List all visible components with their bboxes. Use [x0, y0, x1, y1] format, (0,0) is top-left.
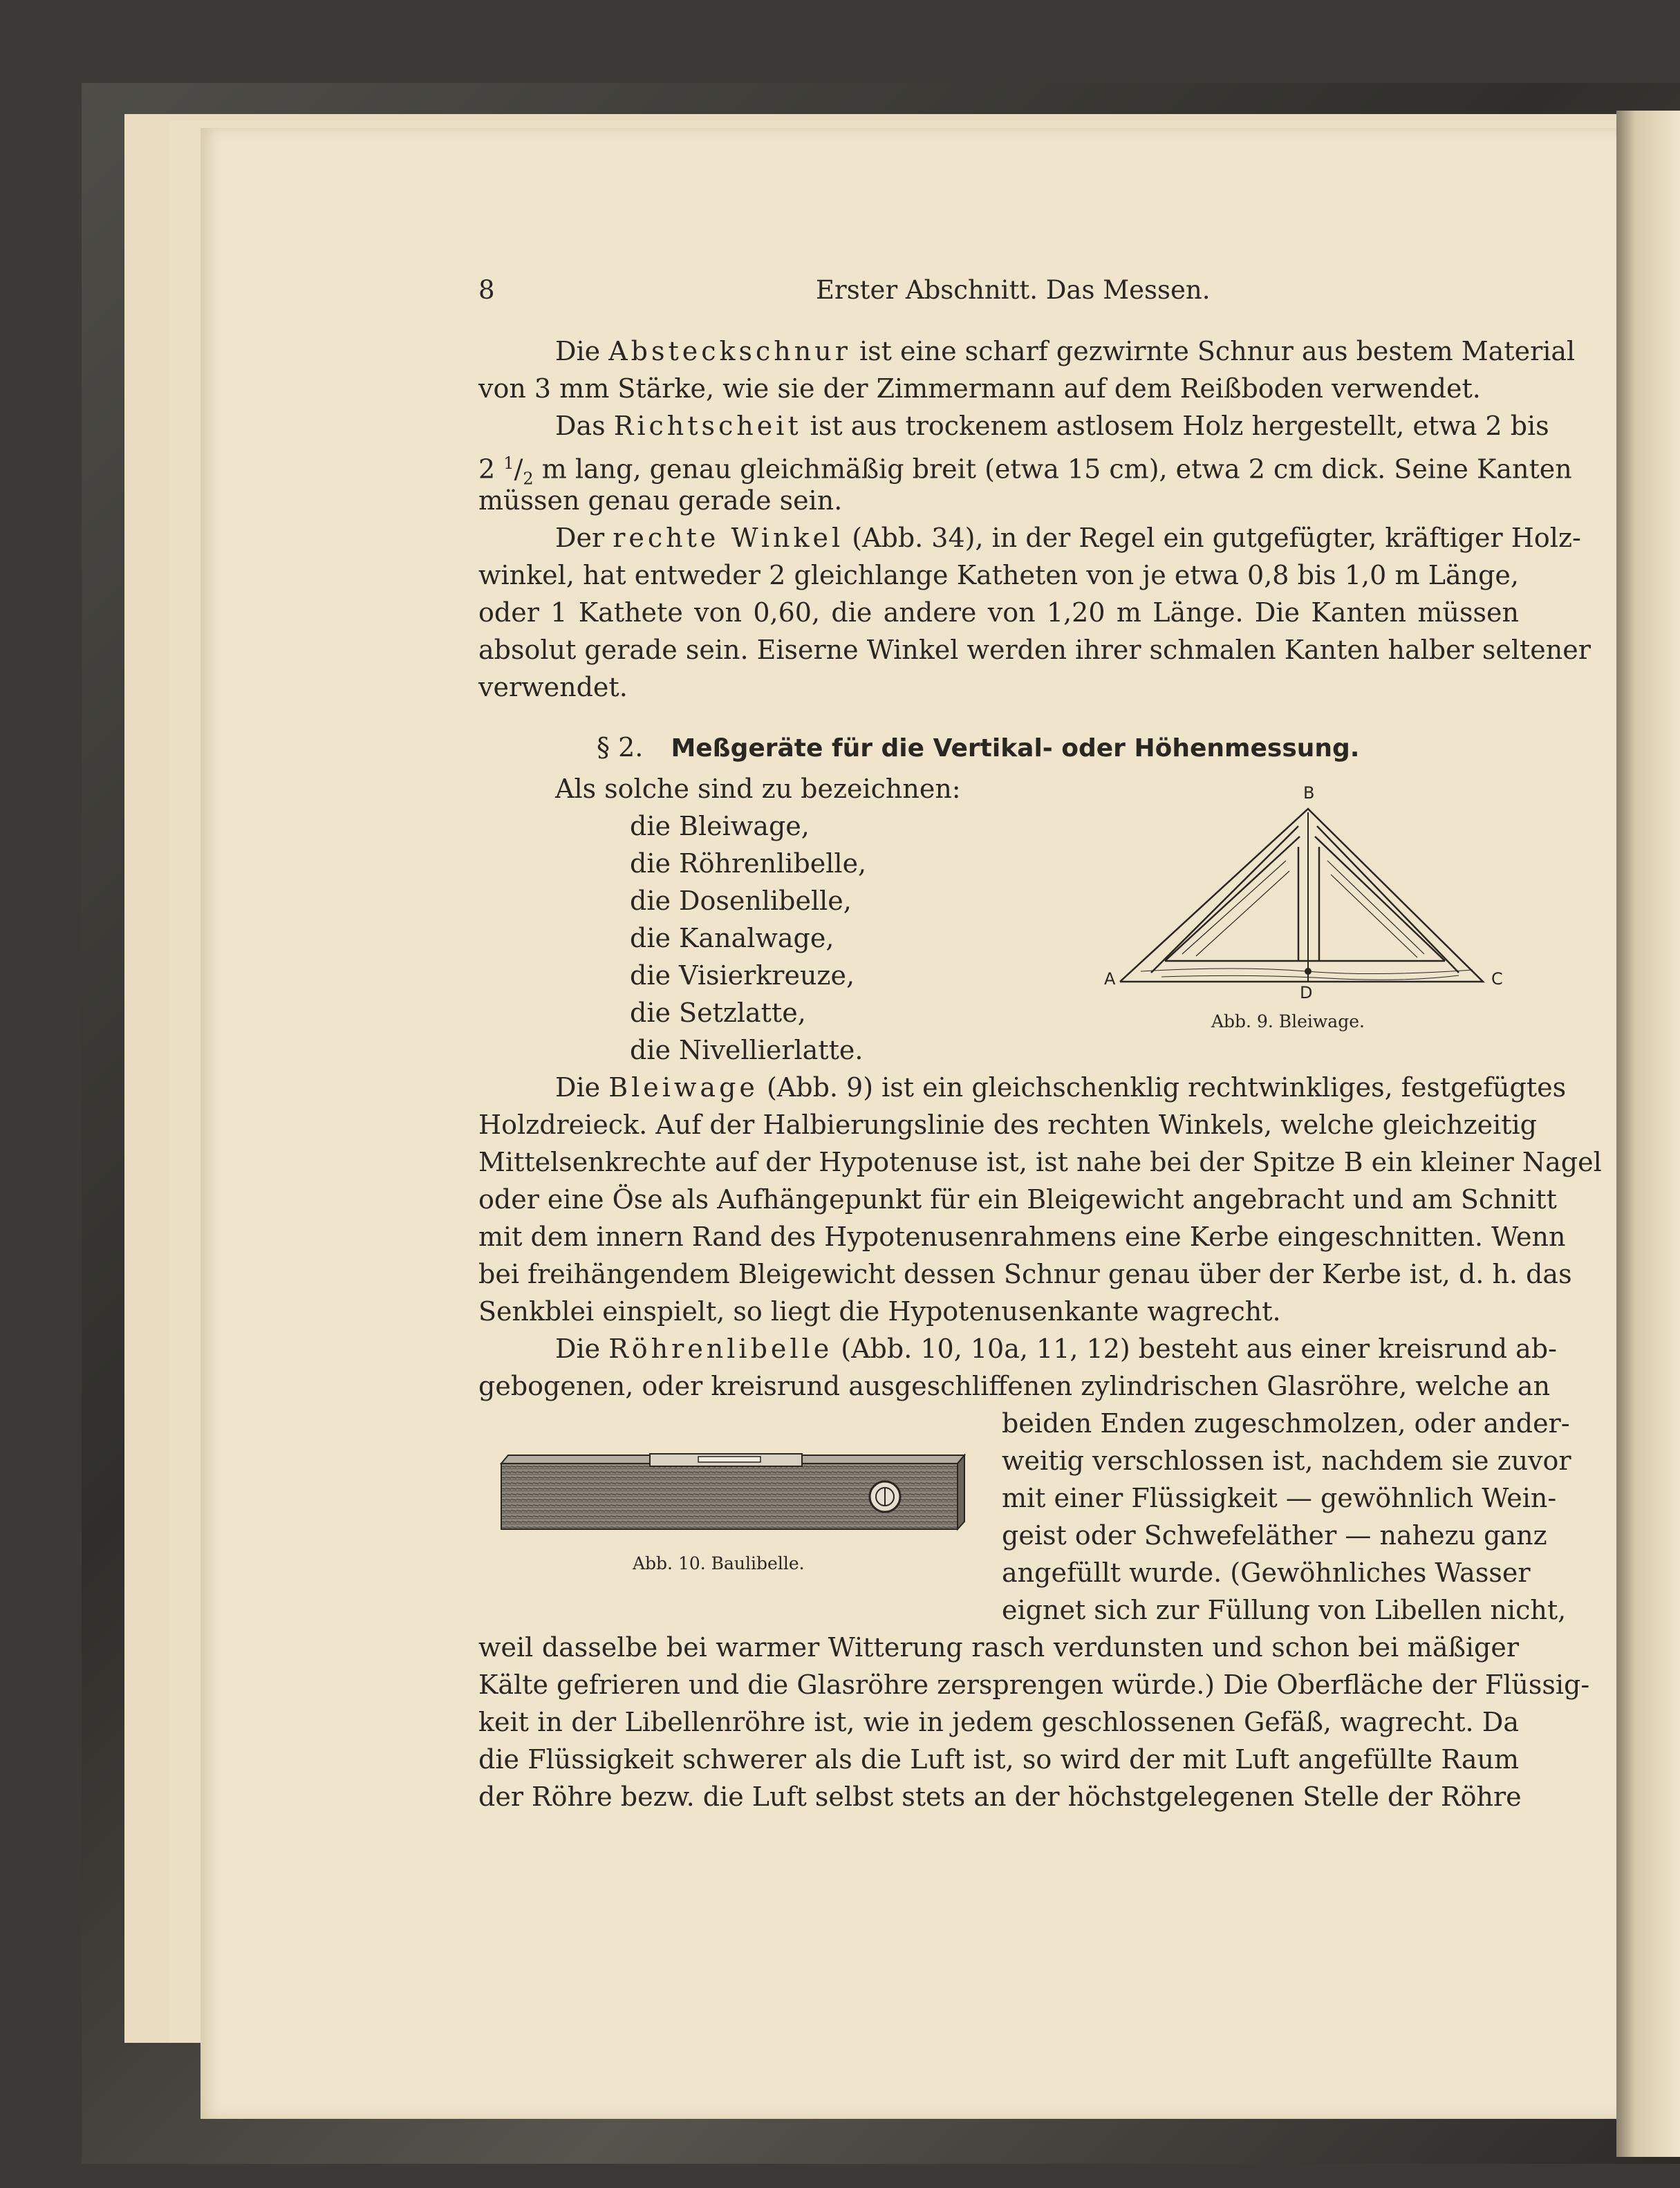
para5-line3: beiden Enden zugeschmolzen, oder ander-	[1002, 1408, 1570, 1439]
para5-line13: der Röhre bezw. die Luft selbst stets an der höchstgelegenen Stelle der Röhre	[478, 1782, 1522, 1812]
para5-line12: die Flüssigkeit schwerer als die Luft ist, so wird der mit Luft angefüllte Raum	[478, 1744, 1519, 1775]
para3-line3: oder 1 Kathete von 0,60, die andere von 1,20 m Länge. Die Kanten müssen	[478, 597, 1519, 628]
triangle-outline	[1120, 809, 1483, 982]
para5-line5: mit einer Flüssigkeit — gewöhnlich Wein-	[1002, 1483, 1557, 1513]
term-richtscheit: Richtscheit	[613, 411, 802, 441]
para4-line7: Senkblei einspielt, so liegt die Hypotenusenkante wagrecht.	[478, 1296, 1281, 1327]
intro-line: Als solche sind zu bezeichnen:	[555, 774, 961, 804]
para4-line1: Die Bleiwage (Abb. 9) ist ein gleichschenklig rechtwinkliges, festgefügtes	[555, 1072, 1567, 1103]
list-item: die Setzlatte,	[630, 998, 806, 1028]
section-title: Meßgeräte für die Vertikal- oder Höhenmessung.	[671, 734, 1360, 763]
para3-line2: winkel, hat entweder 2 gleichlange Katheten von je etwa 0,8 bis 1,0 m Länge,	[478, 560, 1519, 590]
para5-line4: weitig verschlossen ist, nachdem sie zuvor	[1002, 1446, 1571, 1476]
list-item: die Nivellierlatte.	[630, 1035, 864, 1065]
para5-line9: weil dasselbe bei warmer Witterung rasch verdunsten und schon bei mäßiger	[478, 1632, 1519, 1663]
figure-10-baulibelle	[494, 1448, 971, 1538]
para5-line2: gebogenen, oder kreisrund ausgeschliffenen zylindrischen Glasröhre, welche an	[478, 1371, 1551, 1401]
para5-line11: keit in der Libellenröhre ist, wie in jedem geschlossenen Gefäß, wagrecht. Da	[478, 1707, 1519, 1737]
para5-line10: Kälte gefrieren und die Glasröhre zersprengen würde.) Die Oberfläche der Flüssig-	[478, 1670, 1590, 1700]
list-item: die Kanalwage,	[630, 923, 834, 953]
para4-line2: Holzdreieck. Auf der Halbierungslinie des rechten Winkels, welche gleichzeitig	[478, 1110, 1537, 1140]
list-item: die Röhrenlibelle,	[630, 848, 867, 879]
page-number: 8	[478, 275, 495, 305]
term-absteckschnur: Absteckschnur	[608, 336, 851, 366]
figure-10-caption: Abb. 10. Baulibelle.	[633, 1553, 805, 1573]
para4-line3: Mittelsenkrechte auf der Hypotenuse ist, ist nahe bei der Spitze B ein kleiner Nagel	[478, 1147, 1602, 1177]
para5-line8: eignet sich zur Füllung von Libellen nicht,	[1002, 1595, 1567, 1625]
section-heading	[597, 729, 1359, 767]
para1-line2: von 3 mm Stärke, wie sie der Zimmermann auf dem Reißboden verwendet.	[478, 373, 1481, 404]
para3-line5: verwendet.	[478, 672, 628, 702]
para4-line4: oder eine Öse als Aufhängepunkt für ein Bleigewicht angebracht und am Schnitt	[478, 1184, 1557, 1215]
plumb-bob	[1305, 968, 1312, 975]
para4-line5: mit dem innern Rand des Hypotenusenrahmens eine Kerbe eingeschnitten. Wenn	[478, 1222, 1566, 1252]
list-item: die Visierkreuze,	[630, 960, 855, 991]
figure-9-bleiwage	[1099, 785, 1514, 1013]
term-bleiwage: Bleiwage	[608, 1072, 758, 1103]
list-item: die Dosenlibelle,	[630, 886, 852, 916]
figure-9-label-b: B	[1303, 783, 1315, 803]
list-item: die Bleiwage,	[630, 811, 810, 841]
figure-9-caption: Abb. 9. Bleiwage.	[1211, 1011, 1365, 1031]
para1-line1: Die Absteckschnur ist eine scharf gezwirnte Schnur aus bestem Material	[555, 336, 1576, 366]
figure-9-label-a: A	[1104, 969, 1116, 989]
para3-line1: Der rechte Winkel (Abb. 34), in der Regel ein gutgefügter, kräftiger Holz-	[555, 523, 1581, 553]
para4-line6: bei freihängendem Bleigewicht dessen Schnur genau über der Kerbe ist, d. h. das	[478, 1259, 1572, 1289]
para5-line6: geist oder Schwefeläther — nahezu ganz	[1002, 1520, 1547, 1551]
para5-line1: Die Röhrenlibelle (Abb. 10, 10a, 11, 12) besteht aus einer kreisrund ab-	[555, 1334, 1557, 1364]
figure-9-label-c: C	[1491, 969, 1503, 989]
section-number: § 2.	[597, 732, 644, 763]
para3-line4: absolut gerade sein. Eiserne Winkel werden ihrer schmalen Kanten halber seltener	[478, 635, 1591, 665]
para2-line1: Das Richtscheit ist aus trockenem astlosem Holz hergestellt, etwa 2 bis	[555, 411, 1549, 441]
figure-9-label-d: D	[1300, 983, 1313, 1002]
vial	[698, 1457, 760, 1462]
para2-line2: 2 $^1/_2$ m lang, genau gleichmäßig breit (etwa 15 cm), etwa 2 cm dick. Seine Kanten	[478, 454, 1572, 489]
term-roehrenlibelle: Röhrenlibelle	[608, 1334, 833, 1364]
para2-line3: müssen genau gerade sein.	[478, 485, 843, 516]
running-title: Erster Abschnitt. Das Messen.	[816, 275, 1211, 305]
para5-line7: angefüllt wurde. (Gewöhnliches Wasser	[1002, 1558, 1531, 1588]
term-rechter-winkel: rechte Winkel	[613, 523, 844, 553]
